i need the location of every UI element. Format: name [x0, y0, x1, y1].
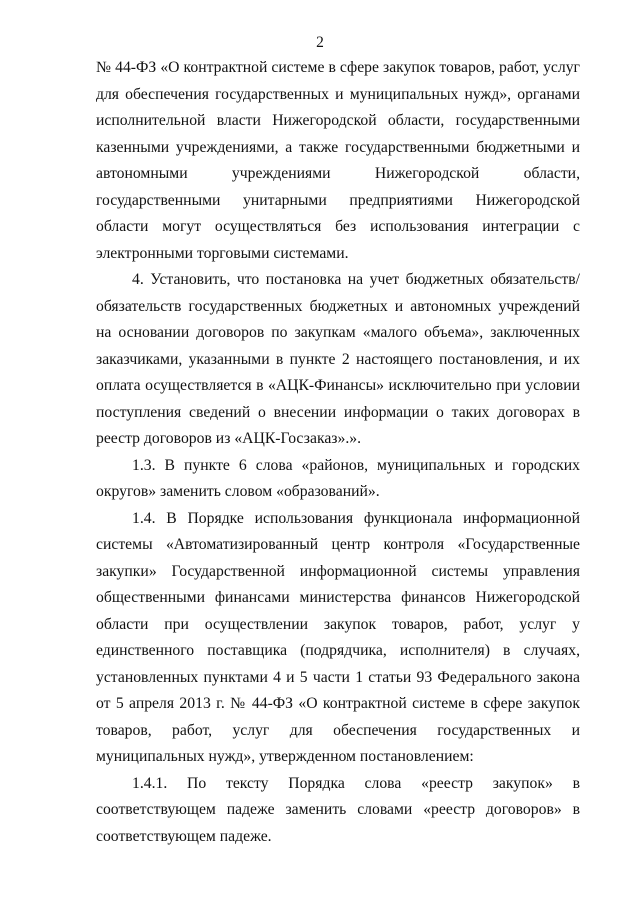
- paragraph-item-1-3: 1.3. В пункте 6 слова «районов, муниципальных и городских округов» заменить словом «образований».: [96, 456, 580, 500]
- page-number: 2: [316, 34, 324, 51]
- paragraph-item-4: 4. Установить, что постановка на учет бюджетных обязательств/обязательств государственных бюджетных и автономных учреждений на основании договоров по закупкам «малого объема», заключенных заказчиками, указанными в пункте 2 настоящего постановления, и их оплата осуществляется в «АЦК-Финансы» исключительно при условии поступления сведений о внесении информации о таких договорах в реестр договоров из «АЦК-Госзаказ».».: [96, 271, 580, 447]
- document-body: [96, 55, 580, 850]
- paragraph-item-1-4-1: 1.4.1. По тексту Порядка слова «реестр закупок» в соответствующем падеже заменить словами «реестр договоров» в соответствующем падеже.: [96, 774, 580, 845]
- paragraph-continuation: № 44-ФЗ «О контрактной системе в сфере закупок товаров, работ, услуг для обеспечения государственных и муниципальных нужд», органами исполнительной власти Нижегородской области, государственными казенными учреждениями, а также государственными бюджетными и автономными учреждениями Нижегородской области, государственными унитарными предприятиями Нижегородской области могут осуществляться без использования интеграции с электронными торговыми системами.: [96, 59, 580, 262]
- paragraph-item-1-4: 1.4. В Порядке использования функционала информационной системы «Автоматизированный центр контроля «Государственные закупки» Государственной информационной системы управления общественными финансами министерства финансов Нижегородской области при осуществлении закупок товаров, работ, услуг у единственного поставщика (подрядчика, исполнителя) в случаях, установленных пунктами 4 и 5 части 1 статьи 93 Федерального закона от 5 апреля 2013 г. № 44-ФЗ «О контрактной системе в сфере закупок товаров, работ, услуг для обеспечения государственных и муниципальных нужд», утвержденном постановлением:: [96, 509, 580, 765]
